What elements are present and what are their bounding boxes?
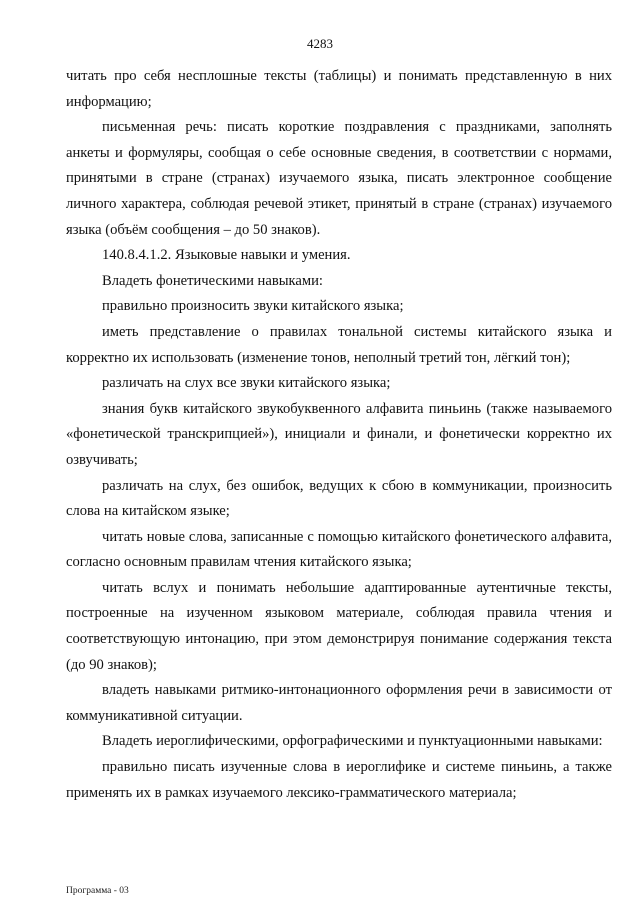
section-heading: 140.8.4.1.2. Языковые навыки и умения. bbox=[102, 247, 351, 264]
paragraph: читать про себя несплошные тексты (таблицы) и понимать представленную в них информацию; bbox=[66, 68, 612, 110]
paragraph: читать новые слова, записанные с помощью китайского фонетического алфавита, согласно основным правилам чтения китайского языка; bbox=[66, 528, 612, 571]
paragraph: Владеть иероглифическими, орфографическими и пунктуационными навыками: bbox=[102, 733, 603, 750]
paragraph: знания букв китайского звукобуквенного алфавита пиньинь (также называемого «фонетической транскрипцией»), инициали и финали, и фонетически корректно их озвучивать; bbox=[66, 400, 612, 468]
paragraph: владеть навыками ритмико-интонационного оформления речи в зависимости от коммуникативной ситуации. bbox=[66, 682, 612, 724]
paragraph: Владеть фонетическими навыками: bbox=[102, 272, 323, 289]
paragraph: правильно произносить звуки китайского языка; bbox=[102, 298, 404, 315]
paragraph: читать вслух и понимать небольшие адаптированные аутентичные тексты, построенные на изученном языковом материале, соблюдая правила чтения и соответствующую интонацию, при этом демонстрируя понимание содержания текста (до 90 знаков); bbox=[66, 579, 612, 673]
paragraph: правильно писать изученные слова в иероглифике и системе пиньинь, а также применять их в рамках изучаемого лексико-грамматического материала; bbox=[66, 759, 612, 801]
paragraph: различать на слух все звуки китайского языка; bbox=[102, 375, 391, 392]
page-number: 4283 bbox=[307, 36, 333, 51]
paragraph: иметь представление о правилах тональной системы китайского языка и корректно их использовать (изменение тонов, неполный третий тон, лёгкий тон); bbox=[66, 323, 612, 366]
paragraph: различать на слух, без ошибок, ведущих к сбою в коммуникации, произносить слова на китайском языке; bbox=[66, 477, 612, 520]
document-body bbox=[66, 64, 612, 806]
footer-label: Программа - 03 bbox=[66, 886, 129, 896]
paragraph: письменная речь: писать короткие поздравления с праздниками, заполнять анкеты и формуляры, сообщая о себе основные сведения, в соответствии с нормами, принятыми в стране (странах) изучаемого языка, писать электронное сообщение личного характера, соблюдая речевой этикет, принятый в стране (странах) изучаемого языка (объём сообщения – до 50 знаков). bbox=[66, 119, 612, 238]
